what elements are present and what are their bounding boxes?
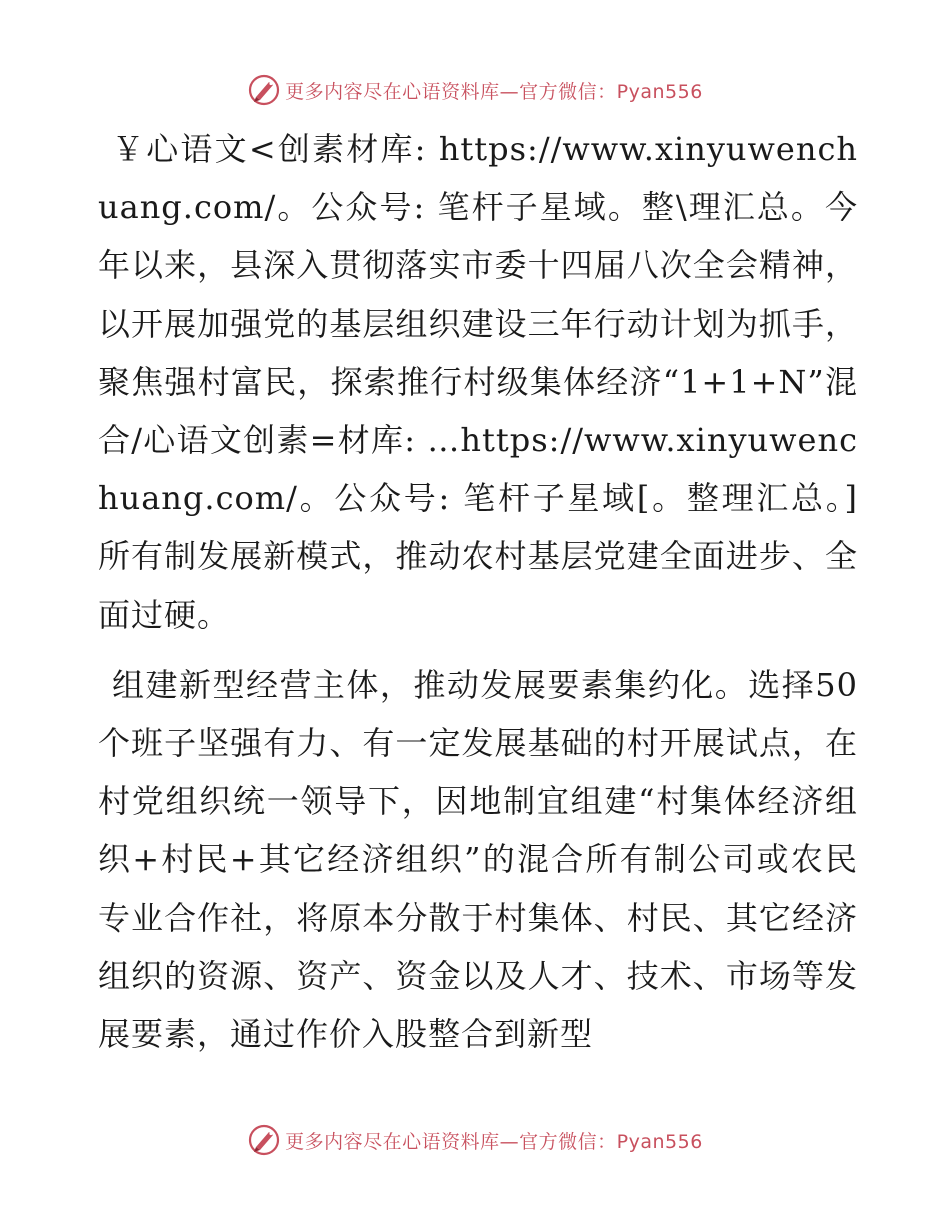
watermark-header <box>0 70 950 110</box>
document-body <box>98 120 858 1063</box>
watermark-text: 更多内容尽在心语资料库—官方微信：Pyan556 <box>285 80 703 103</box>
watermark-footer <box>0 1120 950 1160</box>
watermark-text: 更多内容尽在心语资料库—官方微信：Pyan556 <box>285 1130 703 1153</box>
pen-logo-icon <box>247 73 281 107</box>
pen-logo-icon <box>247 1123 281 1157</box>
paragraph-new-entities: 组建新型经营主体，推动发展要素集约化。选择50个班子坚强有力、有一定发展基础的村开展试点，在村党组织统一领导下，因地制宜组建“村集体经济组织+村民+其它经济组织”的混合所有制公司或农民专业合作社，将原本分散于村集体、村民、其它经济组织的资源、资产、资金以及人才、技术、市场等发展要素，通过作价入股整合到新型 <box>98 665 858 1054</box>
paragraph-intro: ￥心语文<创素材库: https://www.xinyuwenchuang.com/。公众号: 笔杆子星域。整\理汇总。今年以来，县深入贯彻落实市委十四届八次全会精神，以开展加强党的基层组织建设三年行动计划为抓手，聚焦强村富民，探索推行村级集体经济“1+1+N”混合/心语文创素=材库: …https://www.xinyuwenchuang.com/。公众号: 笔杆子星域[。整理汇总。]所有制发展新模式，推动农村基层党建全面进步、全面过硬。 <box>98 130 858 634</box>
